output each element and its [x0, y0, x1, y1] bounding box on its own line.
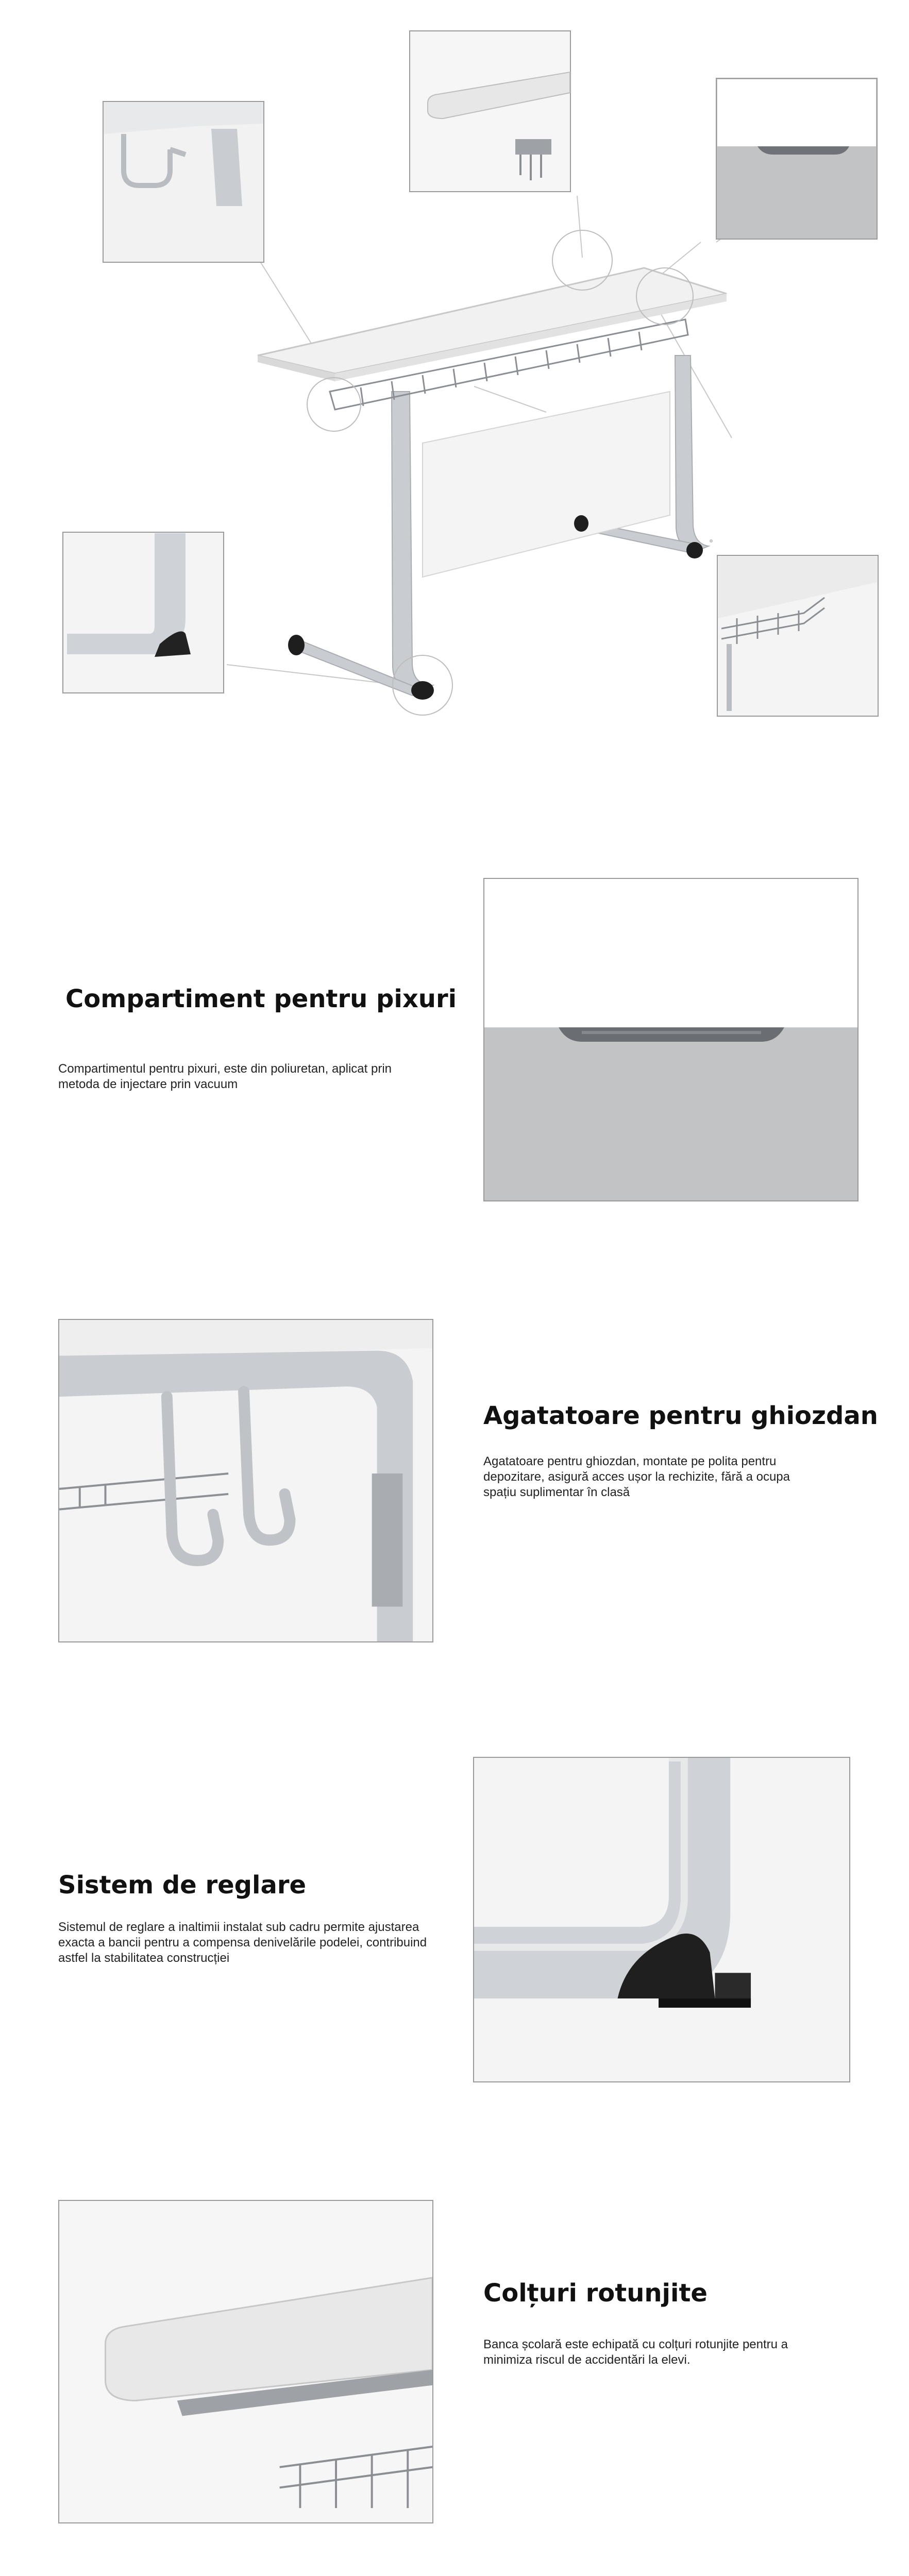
feature-title: Agatatoare pentru ghiozdan: [483, 1401, 878, 1430]
inset-shelf: [717, 555, 878, 716]
pen-compartment-image: [483, 878, 858, 1201]
rounded-corner-image: [58, 2200, 433, 2523]
feature-title: Colțuri rotunjite: [483, 2279, 708, 2308]
feature-description: Compartimentul pentru pixuri, este din poliuretan, aplicat prin metoda de injectare prin vacuum: [58, 1062, 392, 1091]
inset-bag-hooks: [103, 101, 264, 262]
bag-hooks-image: [58, 1319, 433, 1642]
inset-pen-compartment: [716, 78, 877, 239]
feature-description: Sistemul de reglare a inaltimii instalat sub cadru permite ajustarea exacta a bancii pentru a compensa denivelările podelei, contribuind astfel la stabilitatea construcției: [58, 1920, 427, 1965]
modesty-panel: [423, 392, 670, 577]
desk-overview-illustration: [0, 0, 909, 747]
inset-leveling-foot: [63, 532, 224, 693]
feature-title: Sistem de reglare: [58, 1871, 307, 1900]
leveling-foot-image: [473, 1757, 850, 2082]
desktop-surface: [258, 268, 727, 374]
hero-product-overview: [0, 0, 909, 747]
inset-rounded-corner: [410, 31, 570, 192]
feature-title: Compartiment pentru pixuri: [65, 985, 457, 1013]
feature-description: Banca școlară este echipată cu colțuri rotunjite pentru a minimiza riscul de accidentări la elevi.: [483, 2337, 788, 2367]
feature-description: Agatatoare pentru ghiozdan, montate pe polita pentru depozitare, asigură acces ușor la rechizite, fără a ocupa spațiu suplimentar în clasă: [483, 1454, 790, 1499]
